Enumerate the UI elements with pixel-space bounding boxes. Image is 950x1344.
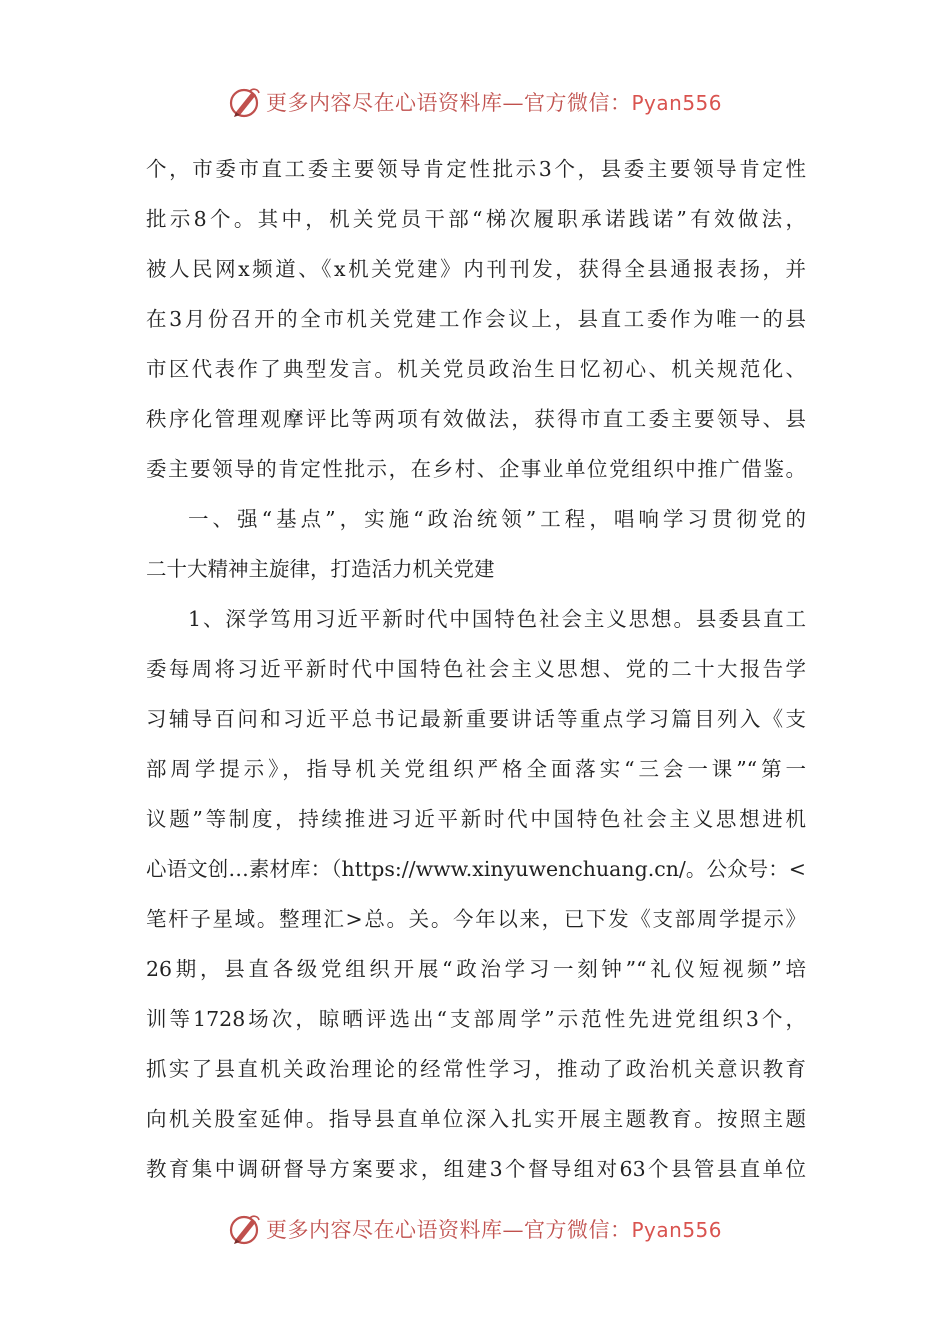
section-heading-line: 二十大精神主旋律，打造活力机关党建 (146, 557, 495, 581)
header-watermark (0, 82, 950, 122)
body-line: 26期，县直各级党组织开展“政治学习一刻钟”“礼仪短视频”培 (146, 957, 806, 981)
body-line: 市区代表作了典型发言。机关党员政治生日忆初心、机关规范化、 (146, 357, 806, 381)
body-line: 向机关股室延伸。指导县直单位深入扎实开展主题教育。按照主题 (146, 1107, 806, 1131)
body-line: 委每周将习近平新时代中国特色社会主义思想、党的二十大报告学 (146, 657, 806, 681)
watermark-text (266, 1214, 722, 1244)
watermark-label: 更多内容尽在心语资料库—官方微信： (265, 91, 632, 115)
body-line: 抓实了县直机关政治理论的经常性学习，推动了政治机关意识教育 (146, 1057, 806, 1081)
watermark-wechat-id: Pyan556 (631, 1218, 722, 1242)
watermark-text (266, 87, 722, 117)
body-line: 1、深学笃用习近平新时代中国特色社会主义思想。县委县直工 (188, 607, 806, 631)
document-body (146, 144, 806, 1194)
body-line: 委主要领导的肯定性批示，在乡村、企事业单位党组织中推广借鉴。 (146, 457, 806, 481)
pen-logo-icon (228, 85, 262, 119)
body-line: 笔杆子星域。整理汇>总。关。今年以来，已下发《支部周学提示》 (146, 907, 806, 931)
body-line: 个，市委市直工委主要领导肯定性批示3个，县委主要领导肯定性 (146, 157, 806, 181)
body-line: 批示8个。其中，机关党员干部“梯次履职承诺践诺”有效做法， (146, 207, 806, 231)
section-heading-line: 一、强“基点”，实施“政治统领”工程，唱响学习贯彻党的 (188, 507, 806, 531)
body-line: 议题”等制度，持续推进习近平新时代中国特色社会主义思想进机 (146, 807, 806, 831)
pen-logo-icon (228, 1212, 262, 1246)
body-line: 被人民网x频道、《x机关党建》内刊刊发，获得全县通报表扬，并 (146, 257, 806, 281)
footer-watermark (0, 1209, 950, 1249)
body-line: 在3月份召开的全市机关党建工作会议上，县直工委作为唯一的县 (146, 307, 806, 331)
body-line: 教育集中调研督导方案要求，组建3个督导组对63个县管县直单位 (146, 1157, 806, 1181)
watermark-wechat-id: Pyan556 (631, 91, 722, 115)
body-line: 习辅导百问和习近平总书记最新重要讲话等重点学习篇目列入《支 (146, 707, 806, 731)
body-line: 心语文创…素材库：（https://www.xinyuwenchuang.cn/。公众号：< (146, 857, 806, 881)
body-line: 训等1728场次，晾晒评选出“支部周学”示范性先进党组织3个， (146, 1007, 806, 1031)
body-line: 秩序化管理观摩评比等两项有效做法，获得市直工委主要领导、县 (146, 407, 806, 431)
watermark-label: 更多内容尽在心语资料库—官方微信： (265, 1218, 632, 1242)
body-line: 部周学提示》，指导机关党组织严格全面落实“三会一课”“第一 (146, 757, 806, 781)
